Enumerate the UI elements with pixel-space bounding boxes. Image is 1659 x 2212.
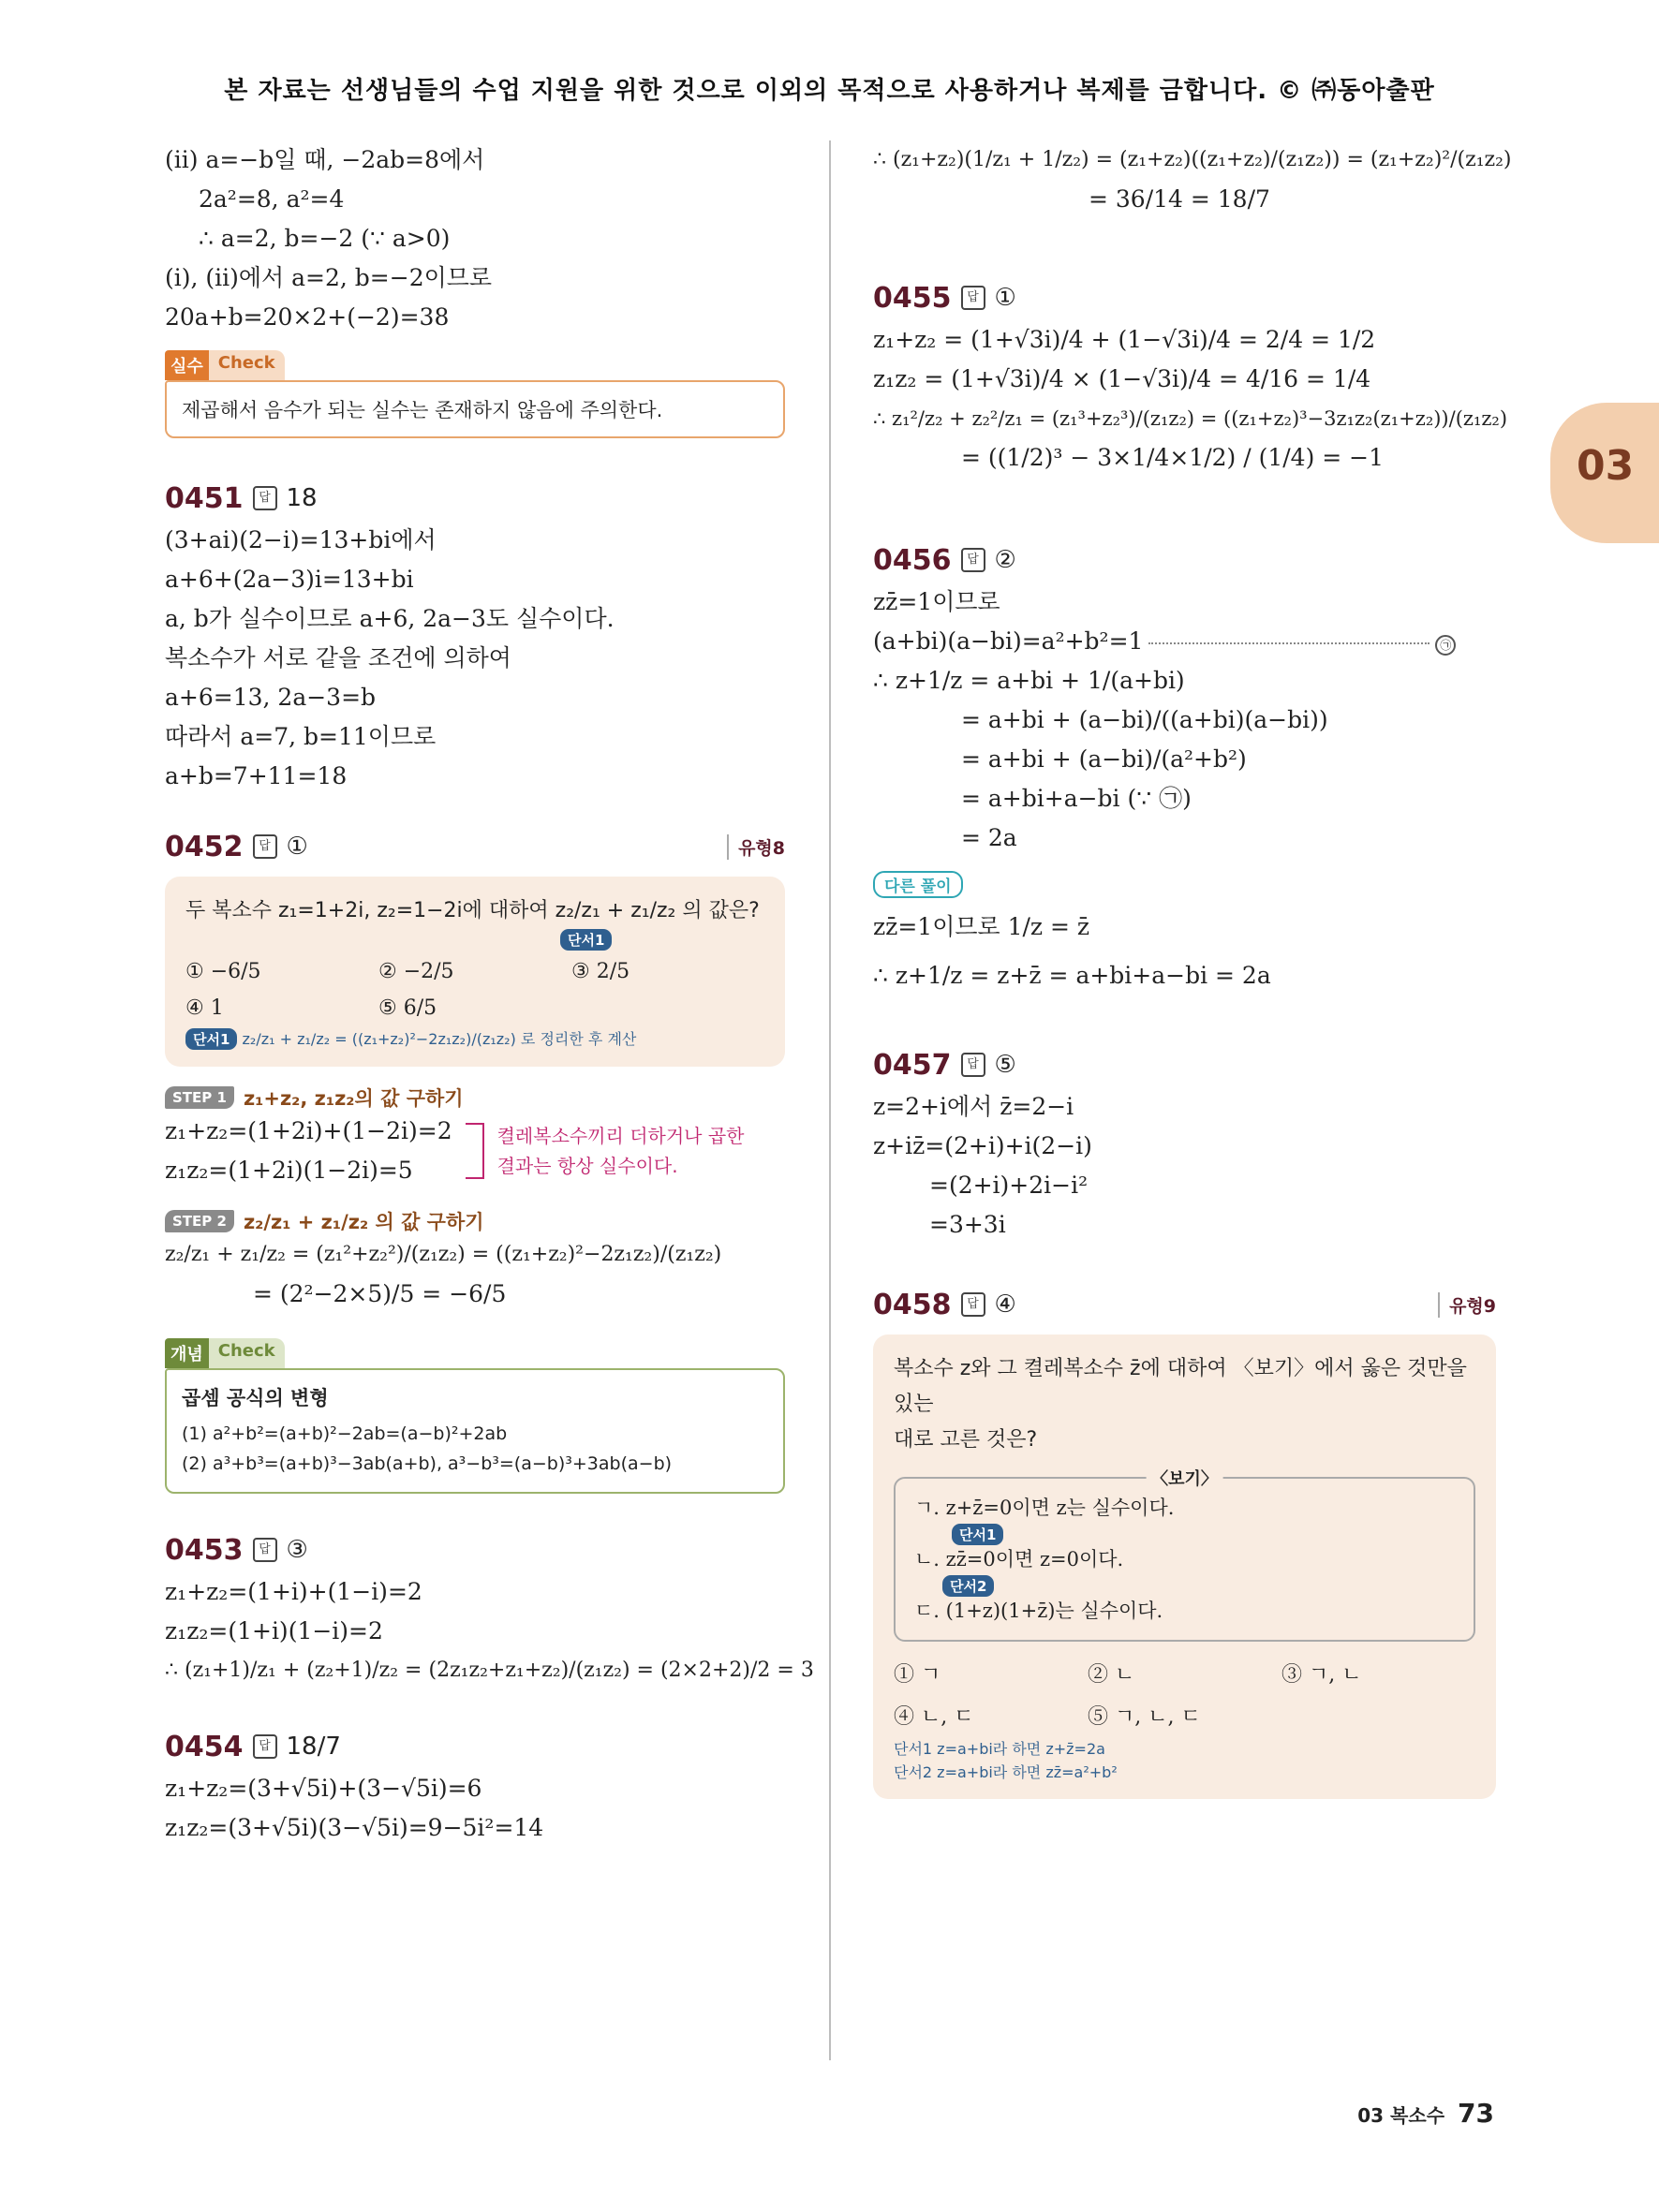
- intro-line: 2a²=8, a²=4: [199, 185, 345, 213]
- concept-line: (2) a³+b³=(a+b)³−3ab(a+b), a³−b³=(a−b)³+3ab(a−b): [182, 1453, 673, 1474]
- problem-number: 0456: [873, 543, 952, 577]
- solution-line: a+6=13, 2a−3=b: [165, 684, 377, 711]
- solution-line: =3+3i: [929, 1211, 1006, 1238]
- solution-line: z₁z₂=(1+2i)(1−2i)=5: [165, 1157, 413, 1184]
- solution-line: = (2²−2×5)/5 = −6/5: [253, 1280, 507, 1307]
- problem-header-0451: [165, 476, 785, 521]
- answer-icon: 답: [961, 548, 985, 572]
- solution-line: ∴ z₁²/z₂ + z₂²/z₁ = (z₁³+z₂³)/(z₁z₂) = ((z₁+z₂)³−3z₁z₂(z₁+z₂))/(z₁z₂): [873, 407, 1508, 430]
- step-tag: STEP 1: [165, 1086, 234, 1109]
- solution-line: z=2+i에서 z̄=2−i: [873, 1093, 1074, 1120]
- problem-header-0457: [873, 1042, 1496, 1087]
- solution-line: 복소수가 서로 같을 조건에 의하여: [165, 644, 511, 671]
- solution-line: zz̄=1이므로 1/z = z̄: [873, 913, 1090, 940]
- note-line: 결과는 항상 실수이다.: [496, 1155, 678, 1177]
- concept-title: 곱셈 공식의 변형: [182, 1387, 329, 1409]
- step-title: z₁+z₂, z₁z₂의 값 구하기: [243, 1087, 464, 1110]
- choice-item: ④ 1: [185, 996, 224, 1020]
- problem-question: 복소수 z와 그 켤레복소수 z̄에 대하여 〈보기〉에서 옳은 것만을 있는: [894, 1357, 1467, 1416]
- problem-question: 대로 고른 것은?: [894, 1428, 1038, 1452]
- problem-header-0454: [165, 1724, 785, 1769]
- chapter-tab: [1550, 403, 1659, 543]
- intro-line: (ii) a=−b일 때, −2ab=8에서: [165, 146, 485, 173]
- bogi-item: ㄱ. z+z̄=0이면 z는 실수이다.: [914, 1497, 1175, 1519]
- hint-badge: 단서2: [942, 1575, 994, 1597]
- intro-line: (i), (ii)에서 a=2, b=−2이므로: [165, 264, 493, 291]
- answer-icon: 답: [253, 1734, 277, 1759]
- hint-text: 단서2 z=a+bi라 하면 zz̄=a²+b²: [894, 1763, 1118, 1781]
- mistake-tag-label: 실수: [165, 350, 209, 380]
- solution-line: z₁z₂=(3+√5i)(3−√5i)=9−5i²=14: [165, 1814, 544, 1841]
- solution-line-marked: [873, 622, 1496, 661]
- solution-line: z₁z₂=(1+i)(1−i)=2: [165, 1617, 383, 1644]
- chapter-tab-label: 03: [1577, 442, 1635, 490]
- solution-line: ∴ (z₁+1)/z₁ + (z₂+1)/z₂ = (2z₁z₂+z₁+z₂)/(z₁z₂) = (2×2+2)/2 = 3: [165, 1659, 814, 1682]
- solution-line: (3+ai)(2−i)=13+bi에서: [165, 526, 437, 553]
- choice-list: [185, 960, 764, 1020]
- solution-line: a+6+(2a−3)i=13+bi: [165, 566, 414, 593]
- answer-icon: 답: [961, 1053, 985, 1077]
- page-number: 73: [1458, 2098, 1494, 2129]
- alternate-solution-tag: 다른 풀이: [873, 871, 963, 898]
- answer-value: 18: [286, 484, 318, 512]
- hint-body: z₂/z₁ + z₁/z₂ = ((z₁+z₂)²−2z₁z₂)/(z₁z₂) 로 정리한 후 계산: [242, 1030, 637, 1048]
- mistake-check-box: 제곱해서 음수가 되는 실수는 존재하지 않음에 주의한다.: [165, 380, 785, 438]
- problem-question: 두 복소수 z₁=1+2i, z₂=1−2i에 대하여 z₂/z₁ + z₁/z₂ 의 값은?: [185, 899, 760, 922]
- answer-value: ③: [286, 1536, 308, 1564]
- check-tag-label: Check: [209, 350, 285, 380]
- solution-line: z+iz̄=(2+i)+i(2−i): [873, 1132, 1092, 1159]
- right-column: [873, 140, 1512, 1799]
- problem-number: 0458: [873, 1288, 952, 1321]
- problem-number: 0455: [873, 281, 952, 315]
- step1-body: [165, 1112, 785, 1190]
- concept-tag-label: 개념: [165, 1338, 209, 1368]
- footer-chapter: 03 복소수: [1357, 2104, 1445, 2127]
- problem-number: 0453: [165, 1533, 244, 1567]
- problem-number: 0457: [873, 1048, 952, 1082]
- answer-icon: 답: [253, 1538, 277, 1562]
- step2-header: [165, 1207, 785, 1235]
- dotted-leader: [1148, 642, 1429, 644]
- answer-icon: 답: [961, 1292, 985, 1317]
- note-line: 켤레복소수끼리 더하거나 곱한: [496, 1125, 745, 1147]
- solution-line: = ((1/2)³ − 3×1/4×1/2) / (1/4) = −1: [961, 444, 1385, 471]
- solution-line: z₁+z₂ = (1+√3i)/4 + (1−√3i)/4 = 2/4 = 1/2: [873, 326, 1376, 353]
- solution-line: z₁z₂ = (1+√3i)/4 × (1−√3i)/4 = 4/16 = 1/4: [873, 365, 1371, 392]
- type-label: 유형9: [1438, 1292, 1496, 1318]
- circled-mark: ㉠: [1435, 635, 1456, 656]
- solution-line: = a+bi + (a−bi)/(a²+b²): [961, 745, 1247, 773]
- copyright-notice: 본 자료는 선생님들의 수업 지원을 위한 것으로 이외의 목적으로 사용하거나 복제를 금합니다. © ㈜동아출판: [224, 77, 1435, 105]
- solution-line: = a+bi+a−bi (∵ ㉠): [961, 785, 1192, 812]
- answer-value: ①: [994, 284, 1016, 312]
- choice-item: ⑤ ㄱ, ㄴ, ㄷ: [1088, 1705, 1201, 1729]
- solution-line: z₁+z₂=(1+i)+(1−i)=2: [165, 1578, 422, 1605]
- problem-header-0456: [873, 538, 1496, 582]
- solution-line: ∴ z+1/z = a+bi + 1/(a+bi): [873, 667, 1185, 694]
- bogi-box: [894, 1469, 1475, 1642]
- hint-badge: 단서1: [560, 929, 612, 951]
- answer-value: ①: [286, 833, 308, 861]
- solution-line: zz̄=1이므로: [873, 588, 1000, 615]
- left-column: [165, 140, 814, 1848]
- intro-line: 20a+b=20×2+(−2)=38: [165, 303, 450, 331]
- answer-icon: 답: [253, 834, 277, 859]
- choice-item: ④ ㄴ, ㄷ: [894, 1705, 974, 1729]
- step-tag: STEP 2: [165, 1210, 234, 1232]
- choice-item: ① −6/5: [185, 960, 261, 983]
- solution-line: = a+bi + (a−bi)/((a+bi)(a−bi)): [961, 706, 1328, 733]
- problem-header-0458: [873, 1282, 1496, 1327]
- solution-line: = 36/14 = 18/7: [1089, 185, 1270, 213]
- concept-check-box: [165, 1368, 785, 1494]
- bogi-title: 〈보기〉: [1146, 1466, 1223, 1490]
- problem-header-0455: [873, 275, 1496, 320]
- solution-line: z₂/z₁ + z₁/z₂ = (z₁²+z₂²)/(z₁z₂) = ((z₁+z₂)²−2z₁z₂)/(z₁z₂): [165, 1243, 722, 1266]
- choice-item: ③ ㄱ, ㄴ: [1281, 1663, 1362, 1687]
- answer-value: ④: [994, 1290, 1016, 1319]
- choice-list: [894, 1659, 1475, 1730]
- solution-text: (a+bi)(a−bi)=a²+b²=1: [873, 627, 1144, 655]
- column-divider: [829, 140, 831, 2060]
- hint-text: [185, 1027, 764, 1050]
- solution-line: ∴ z+1/z = z+z̄ = a+bi+a−bi = 2a: [873, 962, 1271, 989]
- solution-line: ∴ (z₁+z₂)(1/z₁ + 1/z₂) = (z₁+z₂)((z₁+z₂)/(z₁z₂)) = (z₁+z₂)²/(z₁z₂): [873, 148, 1512, 171]
- answer-value: ⑤: [994, 1051, 1016, 1079]
- hint-badge: 단서1: [185, 1028, 237, 1050]
- page-footer: [1357, 2098, 1494, 2129]
- solution-line: a, b가 실수이므로 a+6, 2a−3도 실수이다.: [165, 605, 615, 632]
- hint-badge: 단서1: [952, 1524, 1003, 1545]
- step1-header: [165, 1084, 785, 1112]
- problem-box-0458: [873, 1335, 1496, 1799]
- choice-item: ① ㄱ: [894, 1663, 941, 1687]
- problem-header-0453: [165, 1527, 785, 1572]
- step-title: z₂/z₁ + z₁/z₂ 의 값 구하기: [243, 1211, 484, 1233]
- type-label: 유형8: [727, 834, 785, 860]
- problem-number: 0454: [165, 1730, 244, 1763]
- solution-line: =(2+i)+2i−i²: [929, 1172, 1089, 1199]
- problem-box-0452: [165, 877, 785, 1067]
- bogi-item: ㄴ. zz̄=0이면 z=0이다.: [914, 1548, 1124, 1571]
- choice-item: ⑤ 6/5: [378, 996, 437, 1020]
- hint-text: 단서1 z=a+bi라 하면 z+z̄=2a: [894, 1740, 1105, 1758]
- solution-line: z₁+z₂=(1+2i)+(1−2i)=2: [165, 1117, 452, 1144]
- solution-line: z₁+z₂=(3+√5i)+(3−√5i)=6: [165, 1775, 482, 1802]
- choice-item: ② ㄴ: [1088, 1663, 1135, 1687]
- answer-icon: 답: [253, 486, 277, 510]
- problem-header-0452: [165, 824, 785, 869]
- solution-line: 따라서 a=7, b=11이므로: [165, 723, 437, 750]
- problem-number: 0451: [165, 481, 244, 515]
- choice-item: ③ 2/5: [571, 960, 630, 983]
- bogi-item: ㄷ. (1+z)(1+z̄)는 실수이다.: [914, 1600, 1163, 1622]
- choice-item: ② −2/5: [378, 960, 454, 983]
- answer-value: ②: [994, 546, 1016, 574]
- mistake-check-tag: [165, 350, 285, 380]
- answer-icon: 답: [961, 286, 985, 310]
- concept-check-tag: [165, 1338, 285, 1368]
- solution-line: a+b=7+11=18: [165, 762, 348, 789]
- solution-line: = 2a: [961, 824, 1017, 851]
- concept-line: (1) a²+b²=(a+b)²−2ab=(a−b)²+2ab: [182, 1423, 508, 1444]
- intro-line: ∴ a=2, b=−2 (∵ a>0): [199, 225, 451, 252]
- answer-value: 18/7: [286, 1733, 341, 1761]
- note-bracket: [466, 1123, 484, 1179]
- problem-number: 0452: [165, 830, 244, 863]
- check-tag-label: Check: [209, 1338, 285, 1368]
